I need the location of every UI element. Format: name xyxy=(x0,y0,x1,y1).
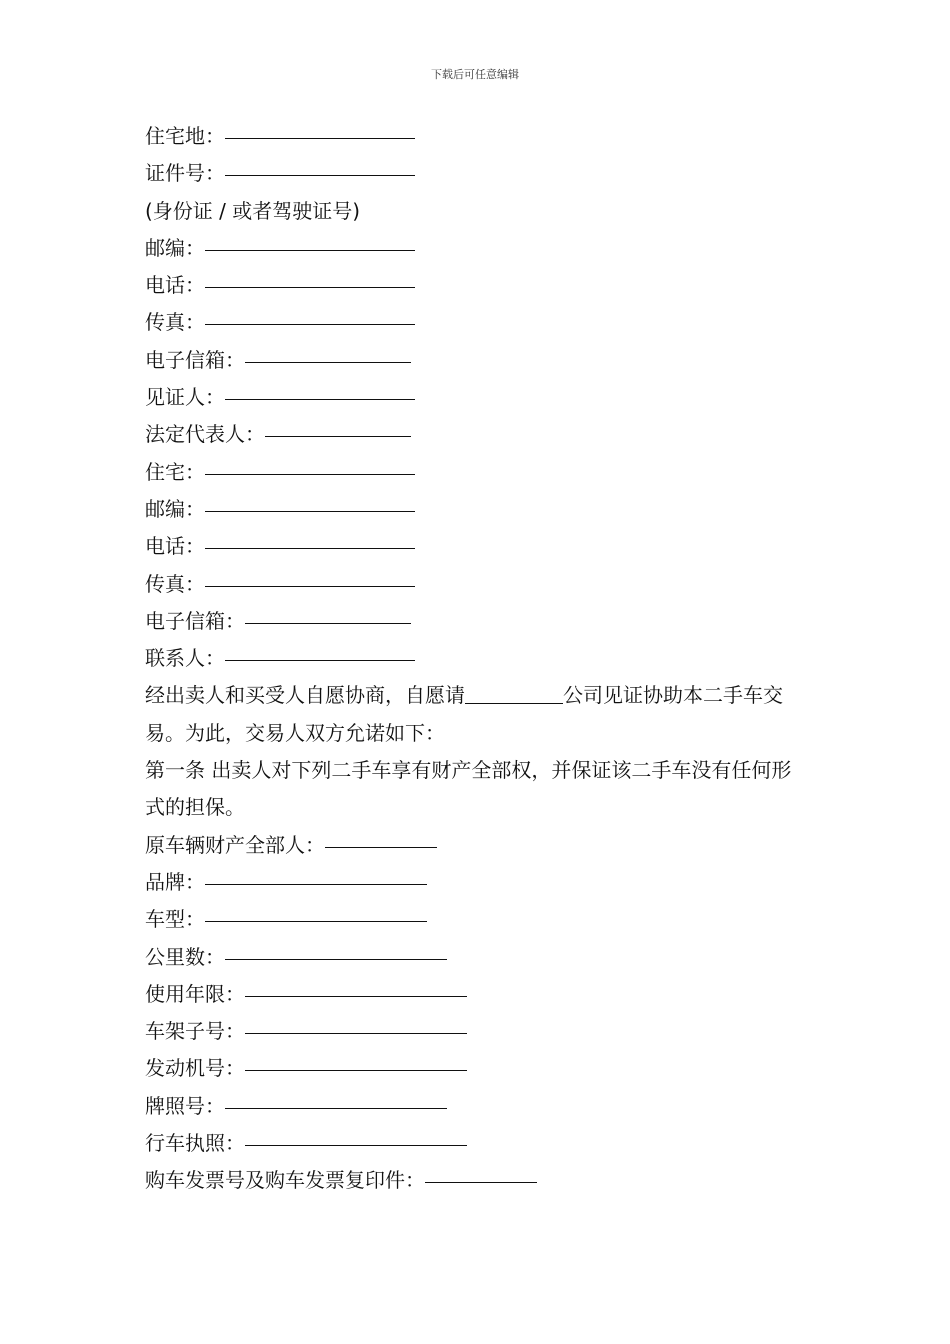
field-model xyxy=(145,901,810,938)
blank-line xyxy=(225,377,415,400)
field-label: 电子信箱： xyxy=(145,347,245,372)
blank-line xyxy=(265,414,411,437)
field-label: 车架子号： xyxy=(145,1019,245,1044)
field-label: 发动机号： xyxy=(145,1056,245,1081)
field-service-years xyxy=(145,976,810,1013)
field-email-2 xyxy=(145,603,810,640)
blank-line xyxy=(205,489,415,512)
paragraph-text: 公司见证协助本二手车交易。为此，交易人双方允诺如下： xyxy=(145,683,783,745)
blank-line xyxy=(465,681,563,704)
field-witness xyxy=(145,379,810,416)
field-label: 公里数： xyxy=(145,944,225,969)
field-label: (身份证 / 或者驾驶证号) xyxy=(145,198,361,223)
field-phone-2 xyxy=(145,528,810,565)
blank-line xyxy=(225,153,415,176)
field-brand xyxy=(145,864,810,901)
field-frame-number xyxy=(145,1013,810,1050)
document-body xyxy=(145,118,810,1200)
blank-line xyxy=(425,1160,537,1183)
blank-line xyxy=(245,340,411,363)
field-residence xyxy=(145,118,810,155)
field-engine-number xyxy=(145,1050,810,1087)
article-one-paragraph: 第一条 出卖人对下列二手车享有财产全部权，并保证该二手车没有任何形式的担保。 xyxy=(145,758,792,820)
field-phone xyxy=(145,267,810,304)
blank-line xyxy=(325,825,437,848)
blank-line xyxy=(205,228,415,251)
field-label: 电话： xyxy=(145,534,205,559)
field-residence-2 xyxy=(145,454,810,491)
field-fax-2 xyxy=(145,566,810,603)
field-id-number xyxy=(145,155,810,192)
field-label: 邮编： xyxy=(145,235,205,260)
blank-line xyxy=(205,302,415,325)
field-label: 法定代表人： xyxy=(145,422,265,447)
field-postcode xyxy=(145,230,810,267)
field-label: 电话： xyxy=(145,273,205,298)
field-label: 品牌： xyxy=(145,869,205,894)
field-postcode-2 xyxy=(145,491,810,528)
blank-line xyxy=(205,564,415,587)
field-label: 电子信箱： xyxy=(145,608,245,633)
field-label: 牌照号： xyxy=(145,1093,225,1118)
blank-line xyxy=(245,1123,467,1146)
blank-line xyxy=(245,1011,467,1034)
blank-line xyxy=(205,526,415,549)
blank-line xyxy=(225,1086,447,1109)
field-label: 使用年限： xyxy=(145,981,245,1006)
header-note: 下载后可任意编辑 xyxy=(431,68,519,81)
field-purchase-invoice xyxy=(145,1162,810,1199)
blank-line xyxy=(205,452,415,475)
field-contact-person xyxy=(145,640,810,677)
field-label: 传真： xyxy=(145,571,205,596)
blank-line xyxy=(225,638,415,661)
witness-paragraph xyxy=(145,677,810,752)
field-label: 购车发票号及购车发票复印件： xyxy=(145,1168,425,1193)
blank-line xyxy=(245,601,411,624)
id-type-note xyxy=(145,193,810,230)
field-original-owner xyxy=(145,827,810,864)
blank-line xyxy=(205,862,427,885)
blank-line xyxy=(205,899,427,922)
field-fax xyxy=(145,304,810,341)
field-label: 行车执照： xyxy=(145,1131,245,1156)
field-mileage xyxy=(145,939,810,976)
field-label: 邮编： xyxy=(145,496,205,521)
field-plate-number xyxy=(145,1088,810,1125)
field-driving-license xyxy=(145,1125,810,1162)
field-label: 证件号： xyxy=(145,161,225,186)
field-label: 联系人： xyxy=(145,646,225,671)
field-label: 住宅地： xyxy=(145,124,225,148)
field-label: 车型： xyxy=(145,907,205,932)
blank-line xyxy=(225,937,447,960)
field-label: 见证人： xyxy=(145,385,225,410)
field-label: 住宅： xyxy=(145,459,205,484)
blank-line xyxy=(245,1048,467,1071)
field-email xyxy=(145,342,810,379)
blank-line xyxy=(225,116,415,139)
blank-line xyxy=(245,974,467,997)
field-legal-representative xyxy=(145,416,810,453)
field-label: 原车辆财产全部人： xyxy=(145,832,325,857)
field-label: 传真： xyxy=(145,310,205,335)
blank-line xyxy=(205,265,415,288)
paragraph-text: 经出卖人和买受人自愿协商，自愿请 xyxy=(145,683,465,708)
